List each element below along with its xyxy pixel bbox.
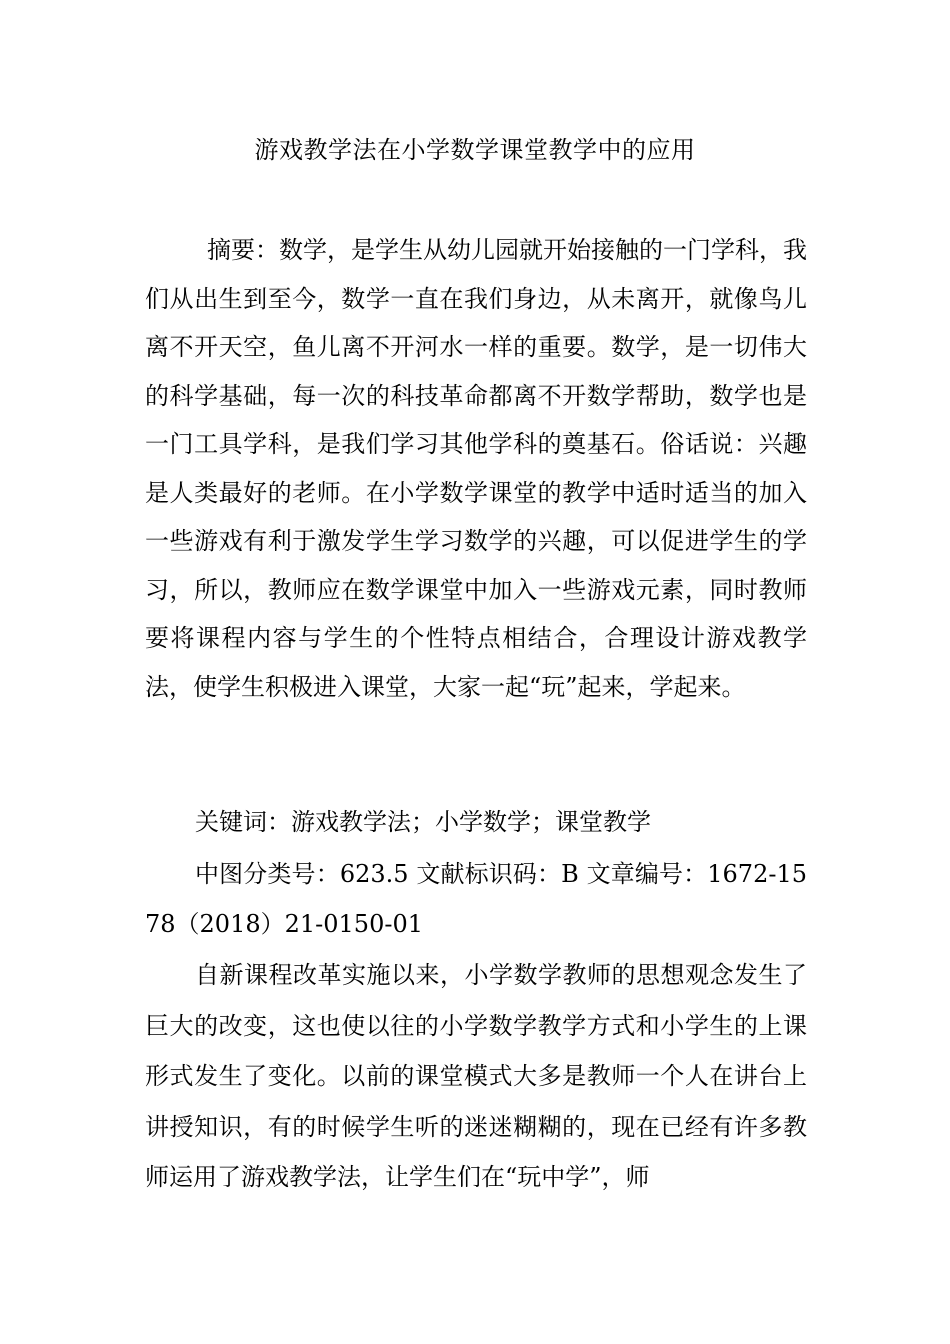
keywords-line: 关键词：游戏教学法；小学数学；课堂教学 bbox=[195, 808, 651, 836]
body-paragraph: 自新课程改革实施以来，小学数学教师的思想观念发生了巨大的改变，这也使以往的小学数学教学方式和小学生的上课形式发生了变化。以前的课堂模式大多是教师一个人在讲台上讲授知识，有的时候学生听的迷迷糊糊的，现在已经有许多教师运用了游戏教学法，让学生们在“玩中学”，师 bbox=[145, 961, 807, 1191]
abstract-paragraph: 摘要：数学，是学生从幼儿园就开始接触的一门学科，我们从出生到至今，数学一直在我们身边，从未离开，就像鸟儿离不开天空，鱼儿离不开河水一样的重要。数学，是一切伟大的科学基础，每一次的科技革命都离不开数学帮助，数学也是一门工具学科，是我们学习其他学科的奠基石。俗话说：兴趣是人类最好的老师。在小学数学课堂的教学中适时适当的加入一些游戏有利于激发学生学习数学的兴趣，可以促进学生的学习，所以，教师应在数学课堂中加入一些游戏元素，同时教师要将课程内容与学生的个性特点相结合，合理设计游戏教学法，使学生积极进入课堂，大家一起“玩”起来，学起来。 bbox=[145, 236, 807, 701]
document-title: 游戏教学法在小学数学课堂教学中的应用 bbox=[254, 136, 696, 164]
classification-line: 中图分类号：623.5 文献标识码：B 文章编号：1672-1578（2018）21-0150-01 bbox=[145, 860, 807, 938]
